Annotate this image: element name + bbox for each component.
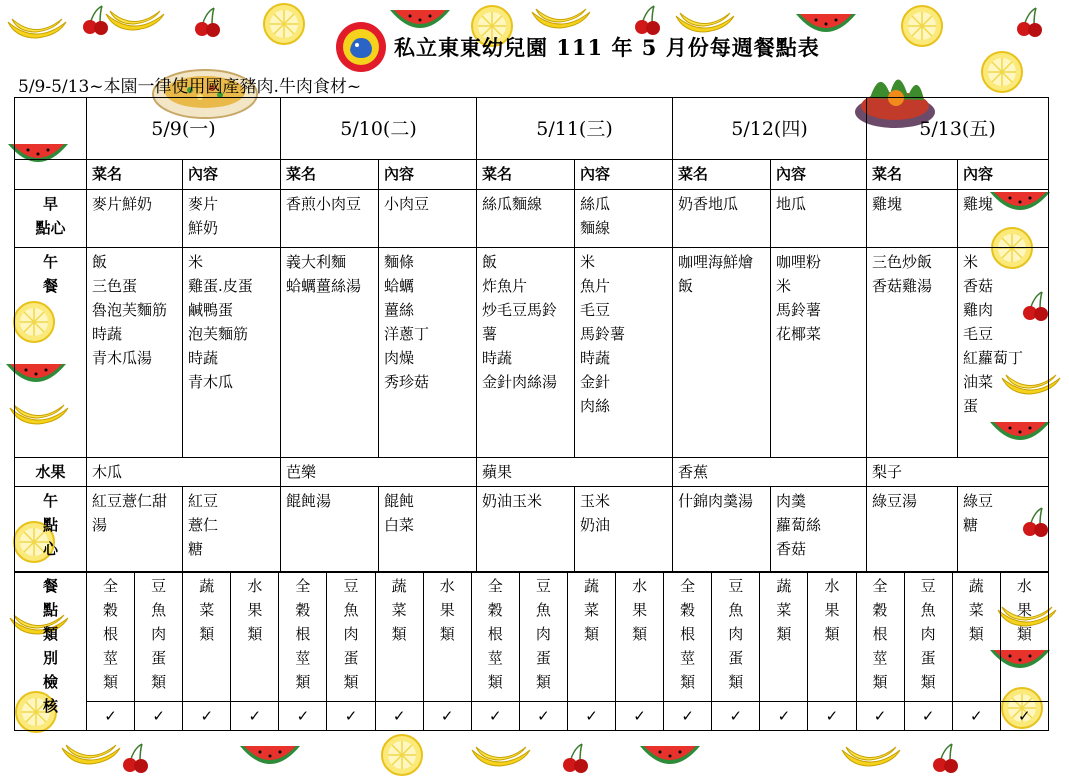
lemon-decoration [380, 733, 424, 777]
content-header: 內容 [771, 160, 867, 190]
fruit-row [15, 458, 1049, 487]
weekly-menu-table [14, 97, 1049, 573]
label-char: 午 [42, 492, 58, 510]
fruit-cell: 木瓜 [87, 458, 281, 487]
cherry-decoration [930, 742, 960, 774]
food-category-cell: 豆 魚 肉 蛋 類 [327, 572, 375, 702]
food-category-cell: 全 穀 根 莖 類 [471, 572, 519, 702]
lemon-decoration [262, 2, 306, 46]
lunch-content: 麵條 蛤蠣 薑絲 洋蔥丁 肉燥 秀珍菇 [379, 248, 477, 458]
content-header: 內容 [575, 160, 673, 190]
lunch-dish: 飯 三色蛋 魯泡芙麵筋 時蔬 青木瓜湯 [87, 248, 183, 458]
label-char: 點心 [35, 219, 66, 237]
day-header: 5/12(四) [673, 98, 867, 160]
breakfast-row [15, 190, 1049, 248]
food-category-cell: 蔬 菜 類 [567, 572, 615, 702]
food-category-cell: 全 穀 根 莖 類 [87, 572, 135, 702]
week-note: 5/9-5/13~本園一律使用國產豬肉.牛肉食材~ [18, 77, 362, 97]
snack-dish: 綠豆湯 [867, 487, 958, 573]
checkmark-icon: ✓ [375, 702, 423, 731]
breakfast-content: 絲瓜 麵線 [575, 190, 673, 248]
label-char: 點 [42, 516, 58, 534]
label-char: 檢 [42, 673, 58, 691]
content-header: 內容 [958, 160, 1049, 190]
snack-label [15, 487, 87, 573]
lemon-decoration [980, 50, 1024, 94]
checkmark-icon: ✓ [423, 702, 471, 731]
label-char: 餐 [42, 577, 58, 595]
checkmark-icon: ✓ [808, 702, 856, 731]
banana-decoration [104, 8, 166, 34]
snack-dish: 餛飩湯 [281, 487, 379, 573]
watermelon-decoration [640, 742, 700, 772]
food-category-cell: 水 果 類 [1000, 572, 1048, 702]
snack-content: 紅豆 薏仁 糖 [183, 487, 281, 573]
label-char: 心 [42, 540, 58, 558]
checkmark-icon: ✓ [856, 702, 904, 731]
checkmark-icon: ✓ [616, 702, 664, 731]
lunch-dish: 飯 炸魚片 炒毛豆馬鈴薯 時蔬 金針肉絲湯 [477, 248, 575, 458]
fruit-cell: 芭樂 [281, 458, 477, 487]
snack-dish: 奶油玉米 [477, 487, 575, 573]
lunch-dish: 義大利麵 蛤蠣薑絲湯 [281, 248, 379, 458]
checkmark-icon: ✓ [760, 702, 808, 731]
dish-header: 菜名 [281, 160, 379, 190]
page-title: 私立東東幼兒園 111 年 5 月份每週餐點表 [394, 35, 820, 60]
label-char: 餐 [42, 277, 58, 295]
food-category-cell: 豆 魚 肉 蛋 類 [135, 572, 183, 702]
breakfast-content: 小肉豆 [379, 190, 477, 248]
snack-content: 肉羹 蘿蔔絲 香菇 [771, 487, 867, 573]
food-category-cell: 全 穀 根 莖 類 [279, 572, 327, 702]
breakfast-dish: 奶香地瓜 [673, 190, 771, 248]
food-category-cell: 水 果 類 [231, 572, 279, 702]
checkmark-icon: ✓ [567, 702, 615, 731]
lunch-label [15, 248, 87, 458]
checkmark-icon: ✓ [952, 702, 1000, 731]
content-header: 內容 [379, 160, 477, 190]
label-char: 別 [42, 649, 58, 667]
breakfast-dish: 雞塊 [867, 190, 958, 248]
fruit-cell: 香蕉 [673, 458, 867, 487]
food-category-cell: 全 穀 根 莖 類 [664, 572, 712, 702]
food-category-cell: 豆 魚 肉 蛋 類 [712, 572, 760, 702]
breakfast-dish: 麥片鮮奶 [87, 190, 183, 248]
food-category-cell: 豆 魚 肉 蛋 類 [904, 572, 952, 702]
checkmark-icon: ✓ [231, 702, 279, 731]
snack-content: 餛飩 白菜 [379, 487, 477, 573]
dish-header: 菜名 [477, 160, 575, 190]
snack-row [15, 487, 1049, 573]
lunch-content: 米 雞蛋.皮蛋 鹹鴨蛋 泡芙麵筋 時蔬 青木瓜 [183, 248, 281, 458]
snack-content: 綠豆 糖 [958, 487, 1049, 573]
food-category-cell: 豆 魚 肉 蛋 類 [519, 572, 567, 702]
food-category-cell: 蔬 菜 類 [375, 572, 423, 702]
food-category-cell: 水 果 類 [616, 572, 664, 702]
banana-decoration [470, 744, 532, 770]
banana-decoration [60, 742, 122, 768]
lunch-dish: 三色炒飯 香菇雞湯 [867, 248, 958, 458]
fruit-cell: 蘋果 [477, 458, 673, 487]
checkmark-row [15, 702, 1049, 731]
snack-dish: 紅豆薏仁甜湯 [87, 487, 183, 573]
banana-decoration [840, 744, 902, 770]
dish-header: 菜名 [867, 160, 958, 190]
day-header: 5/11(三) [477, 98, 673, 160]
checkmark-icon: ✓ [664, 702, 712, 731]
column-header-row [15, 160, 1049, 190]
corner-cell [15, 160, 87, 190]
fruit-label: 水果 [15, 458, 87, 487]
food-category-cell: 水 果 類 [423, 572, 471, 702]
lunch-content: 米 魚片 毛豆 馬鈴薯 時蔬 金針 肉絲 [575, 248, 673, 458]
food-category-cell: 水 果 類 [808, 572, 856, 702]
lunch-row [15, 248, 1049, 458]
fruit-cell: 梨子 [867, 458, 1049, 487]
banana-decoration [6, 16, 68, 42]
checkmark-icon: ✓ [712, 702, 760, 731]
day-header: 5/13(五) [867, 98, 1049, 160]
breakfast-dish: 香煎小肉豆 [281, 190, 379, 248]
checkmark-icon: ✓ [279, 702, 327, 731]
checkmark-icon: ✓ [87, 702, 135, 731]
label-char: 核 [42, 697, 58, 715]
food-category-cell: 蔬 菜 類 [183, 572, 231, 702]
day-header-row [15, 98, 1049, 160]
checkmark-icon: ✓ [183, 702, 231, 731]
category-row [15, 572, 1049, 702]
breakfast-dish: 絲瓜麵線 [477, 190, 575, 248]
food-category-cell: 蔬 菜 類 [760, 572, 808, 702]
lemon-decoration [900, 4, 944, 48]
checkmark-icon: ✓ [471, 702, 519, 731]
content-header: 內容 [183, 160, 281, 190]
lunch-content: 咖哩粉 米 馬鈴薯 花椰菜 [771, 248, 867, 458]
day-header: 5/10(二) [281, 98, 477, 160]
breakfast-content: 麥片 鮮奶 [183, 190, 281, 248]
watermelon-decoration [240, 742, 300, 772]
label-char: 午 [42, 253, 58, 271]
food-category-check-table [14, 571, 1049, 731]
lunch-content: 米 香菇 雞肉 毛豆 紅蘿蔔丁 油菜 蛋 [958, 248, 1049, 458]
dish-header: 菜名 [87, 160, 183, 190]
checkmark-icon: ✓ [1000, 702, 1048, 731]
label-char: 早 [42, 195, 58, 213]
check-label [15, 572, 87, 731]
label-char: 點 [42, 601, 58, 619]
food-category-cell: 全 穀 根 莖 類 [856, 572, 904, 702]
checkmark-icon: ✓ [327, 702, 375, 731]
checkmark-icon: ✓ [135, 702, 183, 731]
corner-cell [15, 98, 87, 160]
cherry-decoration [560, 742, 590, 774]
checkmark-icon: ✓ [519, 702, 567, 731]
dish-header: 菜名 [673, 160, 771, 190]
cherry-decoration [120, 742, 150, 774]
breakfast-content: 地瓜 [771, 190, 867, 248]
breakfast-content: 雞塊 [958, 190, 1049, 248]
label-char: 類 [42, 625, 58, 643]
snack-dish: 什錦肉羹湯 [673, 487, 771, 573]
header [334, 20, 820, 74]
cherry-decoration [192, 6, 222, 38]
breakfast-label [15, 190, 87, 248]
cherry-decoration [1014, 6, 1044, 38]
day-header: 5/9(一) [87, 98, 281, 160]
checkmark-icon: ✓ [904, 702, 952, 731]
lunch-dish: 咖哩海鮮燴飯 [673, 248, 771, 458]
snack-content: 玉米 奶油 [575, 487, 673, 573]
food-category-cell: 蔬 菜 類 [952, 572, 1000, 702]
school-logo-icon [334, 20, 388, 74]
